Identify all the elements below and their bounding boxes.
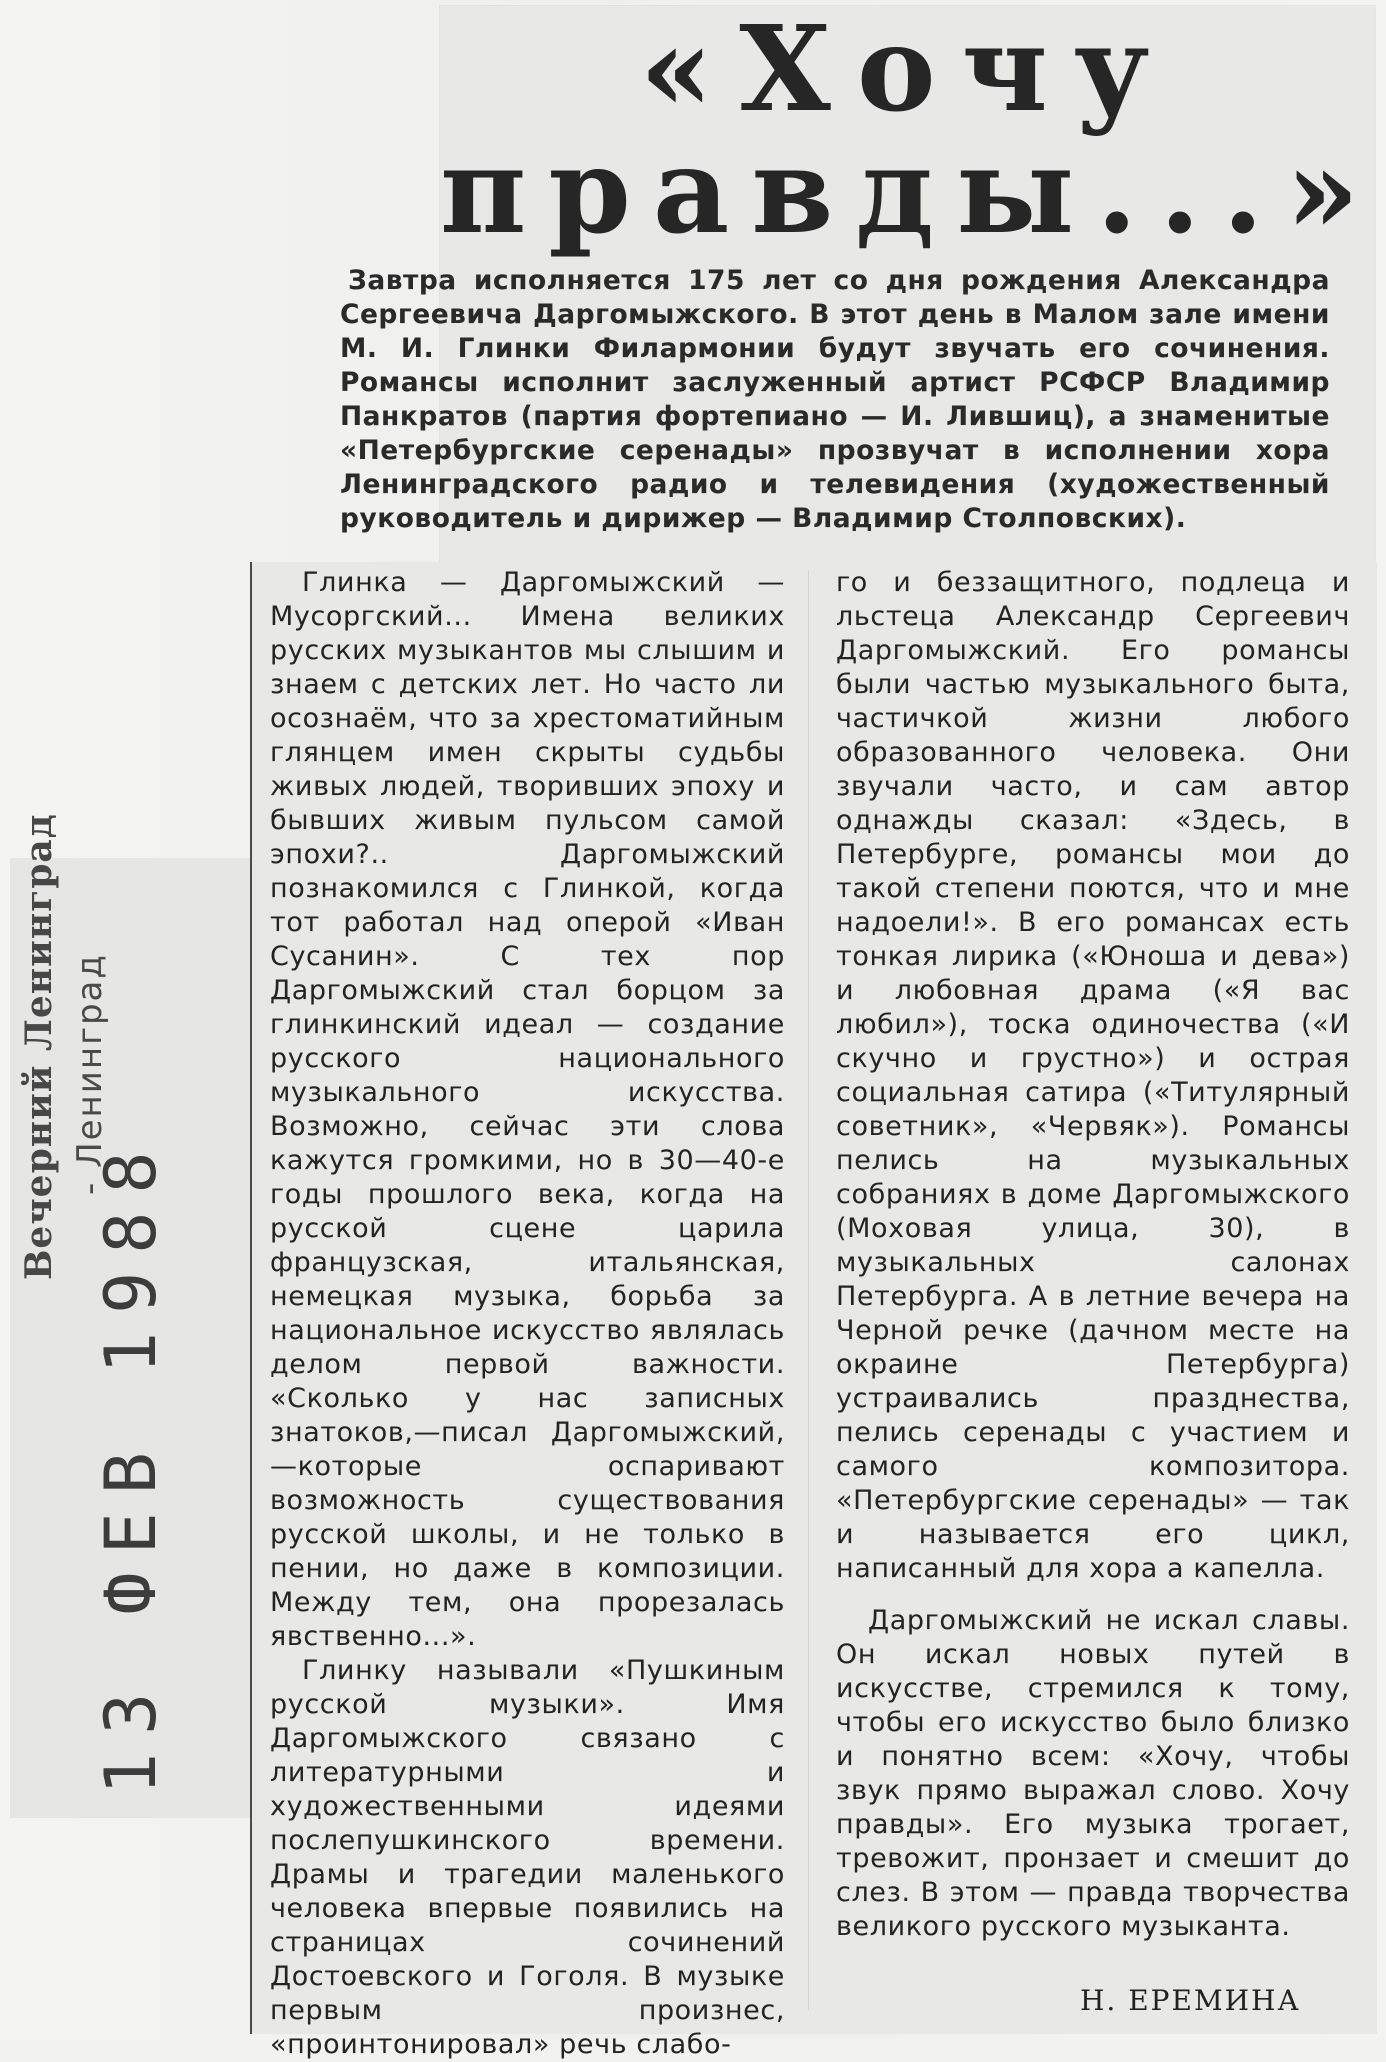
article-headline	[440, 0, 1382, 260]
paragraph: Глинку называли «Пушкиным русской музыки». Имя Даргомыжского связано с литературными и художественными идеями послепушкинского времени. Драмы и трагедии маленького человека впервые появились на страницах сочинений Достоевского и Гоголя. В музыке первым произнес, «проинтонировал» речь слабо-	[270, 1655, 785, 2060]
stamp-date: 13 ФЕВ 1988	[90, 1133, 172, 1795]
article-column-left	[270, 566, 785, 2062]
stamp-city: - Ленинград	[70, 953, 110, 1195]
article-lead: Завтра исполняется 175 лет со дня рождения Александра Сергеевича Даргомыжского. В этот день в Малом зале имени М. И. Глинки Филармонии будут звучать его сочинения. Романсы исполнит заслуженный артист РСФСР Владимир Панкратов (партия фортепиано — И. Лившиц), а знаменитые «Петербургские серенады» прозвучат в исполнении хора Ленинградского радио и телевидения (художественный руководитель и дирижер — Владимир Столповских).	[340, 265, 1330, 534]
author-signature: Н. ЕРЕМИНА	[1080, 1984, 1301, 2017]
stamp-newspaper-name: Вечерний Ленинград	[18, 813, 60, 1280]
column-divider	[808, 570, 809, 2010]
headline-line-2: правды...»	[440, 121, 1382, 260]
paragraph: Глинка — Даргомыжский — Мусоргский... Имена великих русских музыкантов мы слышим и знаем с детских лет. Но часто ли осознаём, что за хрестоматийным глянцем имен скрыты судьбы живых людей, творивших эпоху и бывших живым пульсом самой эпохи?.. Даргомыжский познакомился с Глинкой, когда тот работал над оперой «Иван Сусанин». С тех пор Даргомыжский стал борцом за глинкинский идеал — создание русского национального музыкального искусства. Возможно, сейчас эти слова кажутся громкими, но в 30—40-е годы прошлого века, когда на русской сцене царила французская, итальянская, немецкая музыка, борьба за национальное искусство являлась делом первой важности. «Сколько у нас записных знатоков,—писал Даргомыжский,—которые оспаривают возможность существования русской школы, и не только в пении, но даже в композиции. Между тем, она прорезалась явственно...».	[270, 567, 785, 1652]
paragraph: Даргомыжский не искал славы. Он искал новых путей в искусстве, стремился к тому, чтобы его искусство было близко и понятно всем: «Хочу, чтобы звук прямо выражал слово. Хочу правды». Его музыка трогает, тревожит, пронзает и смешит до слез. В этом — правда творчества великого русского музыканта.	[836, 1605, 1350, 1942]
headline-line-1: «Хочу	[639, 0, 1176, 138]
paragraph: го и беззащитного, подлеца и льстеца Александр Сергеевич Даргомыжский. Его романсы были частью музыкального быта, частичкой жизни любого образованного человека. Они звучали часто, и сам автор однажды сказал: «Здесь, в Петербурге, романсы мои до такой степени поются, что и мне надоели!». В его романсах есть тонкая лирика («Юноша и дева») и любовная драма («Я вас любил»), тоска одиночества («И скучно и грустно») и острая социальная сатира («Титулярный советник», «Червяк»). Романсы пелись на музыкальных собраниях в доме Даргомыжского (Моховая улица, 30), в музыкальных салонах Петербурга. А в летние вечера на Черной речке (дачном месте на окраине Петербурга) устраивались празднества, пелись серенады с участием и самого композитора. «Петербургские серенады» — так и называется его цикл, написанный для хора а капелла.	[836, 567, 1350, 1584]
article-column-right	[836, 566, 1350, 1944]
